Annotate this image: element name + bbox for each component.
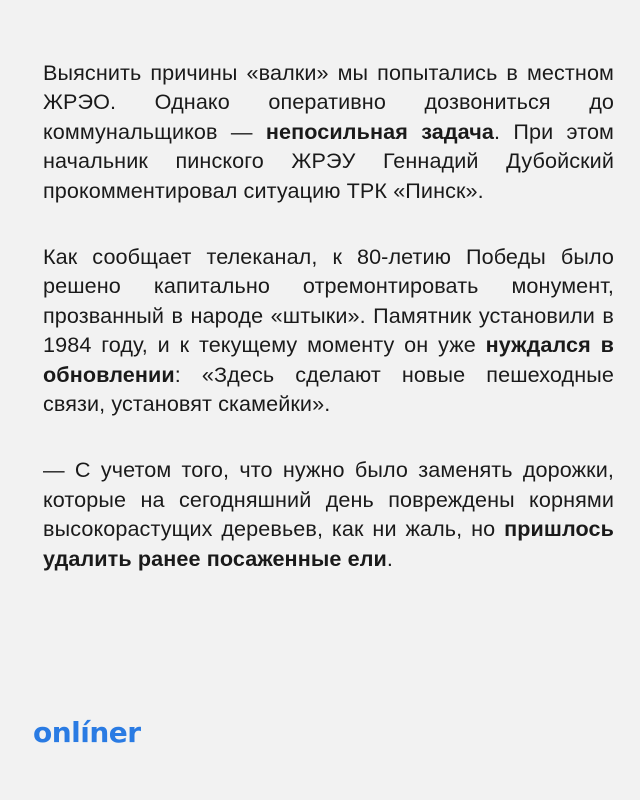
paragraph-2-text-2: : «Здесь сделают новые пешеходные связи, установят скамейки».: [43, 361, 614, 417]
paragraph-1-bold: непосильная задача: [265, 118, 494, 144]
article-body: [43, 58, 614, 610]
paragraph-3-text-1: — С учетом того, что нужно было заменять дорожки, которые на сегодняшний день повреждены корнями высокорастущих деревьев, как ни жаль, но: [43, 457, 614, 542]
paragraph-3-bold: пришлось удалить ранее посаженные ели: [43, 516, 614, 571]
paragraph-2: [43, 242, 614, 418]
paragraph-3-text-2: .: [386, 545, 394, 571]
paragraph-1-text-1: Выяснить причины «валки» мы попытались в местном ЖРЭО. Однако оперативно дозвониться до коммунальщиков —: [43, 60, 614, 144]
paragraph-1: [43, 58, 614, 205]
onliner-logo: onlíner: [33, 716, 141, 749]
paragraph-2-text-1: Как сообщает телеканал, к 80-летию Победы было решено капитально отремонтировать монумент, прозванный в народе «штыки». Памятник установили в 1984 году, и к текущему моменту он уже: [43, 244, 614, 358]
paragraph-2-bold: нуждался в обновлении: [43, 332, 614, 387]
paragraph-1-text-2: . При этом начальник пинского ЖРЭУ Геннадий Дубойский прокомментировал ситуацию ТРК «Пинск».: [43, 118, 615, 203]
paragraph-3: [43, 455, 614, 573]
